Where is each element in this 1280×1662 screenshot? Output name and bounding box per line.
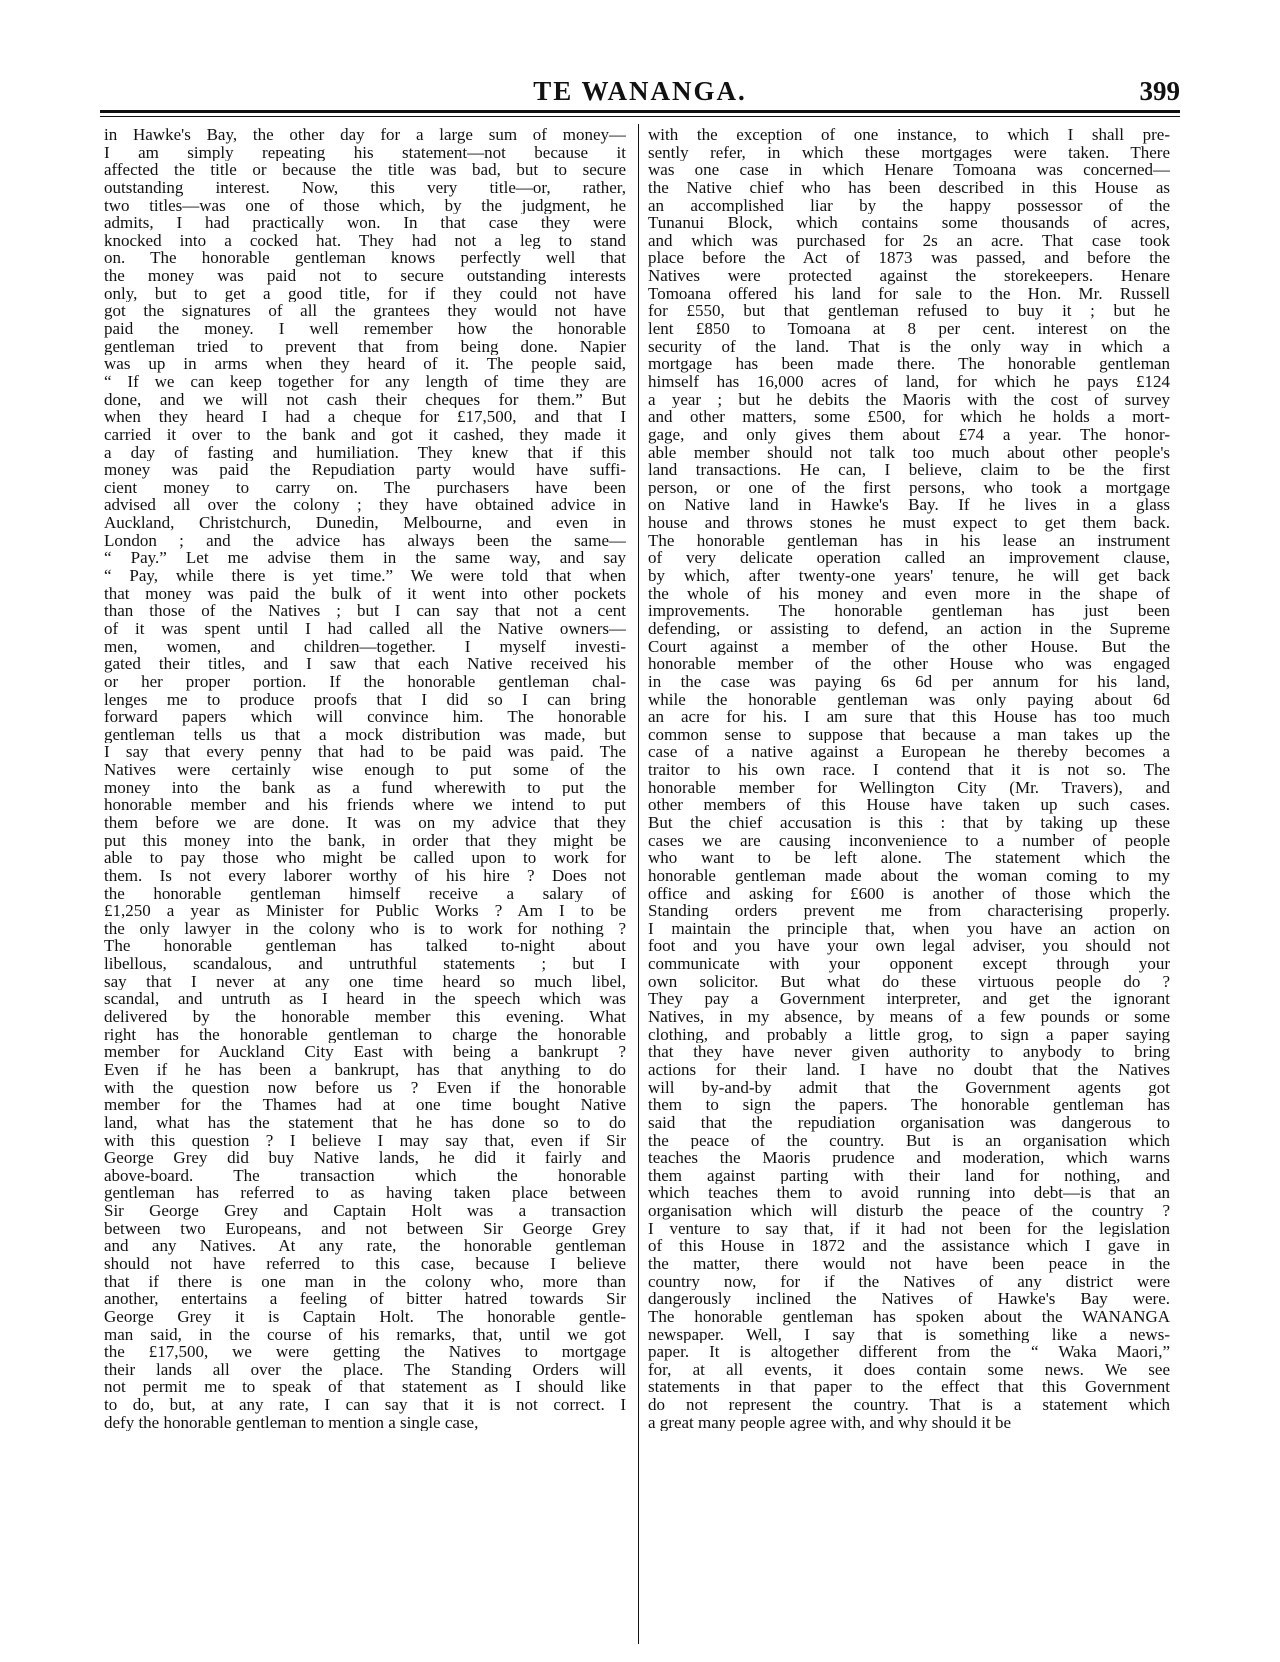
text-line: put this money into the bank, in order that they might be [104, 831, 626, 850]
text-line: say that I never at any one time heard so much libel, [104, 972, 626, 991]
text-line: the £17,500, we were getting the Natives to mortgage [104, 1343, 626, 1361]
text-line: Natives were certainly wise enough to put some of the [104, 761, 626, 779]
text-line: on Native land in Hawke's Bay. If he lives in a glass [648, 496, 1170, 515]
text-line: two titles—was one of those which, by the judgment, he [104, 196, 626, 215]
text-line: foot and you have your own legal adviser, you should not [648, 937, 1170, 956]
text-line: paid the money. I well remember how the honorable [104, 320, 626, 338]
text-line: got the signatures of all the grantees they would not have [104, 302, 626, 321]
text-line: the money was paid not to secure outstanding interests [104, 267, 626, 285]
text-line: them against parting with their land for nothing, and [648, 1166, 1170, 1185]
text-line: traitor to his own race. I contend that it is not so. The [648, 761, 1170, 779]
text-line: another, entertains a feeling of bitter hatred towards Sir [104, 1290, 626, 1308]
text-line: knocked into a cocked hat. They had not a leg to stand [104, 231, 626, 250]
text-line: when they heard I had a cheque for £17,500, and that I [104, 408, 626, 426]
text-line: Natives were protected against the storekeepers. Henare [648, 267, 1170, 285]
text-line: able to pay those who might be called upon to work for [104, 849, 626, 867]
text-line: lent £850 to Tomoana at 8 per cent. interest on the [648, 320, 1170, 338]
text-line: honorable member for Wellington City (Mr. Travers), and [648, 778, 1170, 797]
text-column-left [104, 126, 626, 1638]
text-line: was up in arms when they heard of it. The people said, [104, 355, 626, 373]
text-line: Court against a member of the other House. But the [648, 637, 1170, 656]
text-line: money into the bank as a fund wherewith to put the [104, 778, 626, 797]
text-line: George Grey it is Captain Holt. The honorable gentle- [104, 1307, 626, 1326]
text-line: of this House in 1872 and the assistance which I gave in [648, 1237, 1170, 1255]
text-line: the peace of the country. But is an organisation which [648, 1131, 1170, 1150]
text-line: able member should not talk too much about other people's [648, 443, 1170, 462]
text-line: money was paid the Repudiation party would have suffi- [104, 461, 626, 479]
text-line: the whole of his money and even more in the shape of [648, 584, 1170, 603]
text-line: and which was purchased for 2s an acre. That case took [648, 231, 1170, 250]
text-line: dangerously inclined the Natives of Hawke's Bay were. [648, 1290, 1170, 1308]
text-line: “ If we can keep together for any length of time they are [104, 372, 626, 391]
text-line: forward papers which will convince him. The honorable [104, 708, 626, 726]
text-line: advised all over the colony ; they have obtained advice in [104, 496, 626, 515]
text-line: in Hawke's Bay, the other day for a large sum of money— [104, 126, 626, 144]
text-line: country now, for if the Natives of any district were [648, 1272, 1170, 1291]
text-line: for £550, but that gentleman refused to buy it ; but he [648, 302, 1170, 321]
text-line: place before the Act of 1873 was passed, and before the [648, 249, 1170, 268]
text-line: himself has 16,000 acres of land, for which he pays £124 [648, 372, 1170, 391]
text-line: above-board. The transaction which the honorable [104, 1166, 626, 1185]
text-line: an acre for his. I am sure that this House has too much [648, 708, 1170, 726]
text-line: that if there is one man in the colony who, more than [104, 1272, 626, 1291]
text-line: them to sign the papers. The honorable gentleman has [648, 1096, 1170, 1114]
text-line: other members of this House have taken up such cases. [648, 796, 1170, 814]
text-line: affected the title or because the title was bad, but to secure [104, 161, 626, 179]
text-line: house and throws stones he must expect to get them back. [648, 514, 1170, 532]
text-line: delivered by the honorable member this evening. What [104, 1008, 626, 1026]
text-line: Natives, in my absence, by means of a few pounds or some [648, 1008, 1170, 1026]
text-line: who want to be left alone. The statement which the [648, 849, 1170, 867]
text-line: should not have referred to this case, because I believe [104, 1255, 626, 1273]
header-rule-thick [100, 110, 1180, 113]
text-line: only, but to get a good title, for if they could not have [104, 284, 626, 303]
text-line: a day of fasting and humiliation. They knew that if this [104, 443, 626, 462]
text-line: said that the repudiation organisation was dangerous to [648, 1113, 1170, 1132]
newspaper-title: TE WANANGA. [533, 76, 747, 106]
text-line: communicate with your opponent except through your [648, 955, 1170, 973]
text-line: mortgage has been made there. The honorable gentleman [648, 355, 1170, 373]
text-line: actions for their land. I have no doubt that the Natives [648, 1060, 1170, 1079]
text-line: honorable gentleman made about the woman coming to my [648, 866, 1170, 885]
text-line: gentleman tells us that a mock distribution was made, but [104, 725, 626, 744]
text-line: not permit me to speak of that statement as I should like [104, 1378, 626, 1397]
text-line: admits, I had practically won. In that case they were [104, 214, 626, 232]
header-rule-thin [100, 116, 1180, 117]
text-line: own solicitor. But what do these virtuous people do ? [648, 972, 1170, 991]
text-line: outstanding interest. Now, this very title—or, rather, [104, 178, 626, 197]
text-line: lenges me to produce proofs that I did so I can bring [104, 690, 626, 709]
text-line: I am simply repeating his statement—not because it [104, 143, 626, 162]
text-line: land, what has the statement that he has done so to do [104, 1113, 626, 1132]
text-line: man said, in the course of his remarks, that, until we got [104, 1325, 626, 1344]
text-line: Auckland, Christchurch, Dunedin, Melbourne, and even in [104, 514, 626, 532]
text-line: that they have never given authority to anybody to bring [648, 1043, 1170, 1061]
text-line: do not represent the country. That is a statement which [648, 1396, 1170, 1414]
text-line: gated their titles, and I saw that each Native received his [104, 655, 626, 673]
text-line: “ Pay.” Let me advise them in the same way, and say [104, 549, 626, 568]
text-line: newspaper. Well, I say that is something like a news- [648, 1325, 1170, 1344]
text-column-right [648, 126, 1170, 1638]
text-line: their lands all over the place. The Standing Orders will [104, 1360, 626, 1379]
text-line: and any Natives. At any rate, the honorable gentleman [104, 1237, 626, 1255]
text-line: than those of the Natives ; but I can say that not a cent [104, 602, 626, 620]
text-line: defy the honorable gentleman to mention a single case, [104, 1413, 479, 1432]
text-line: But the chief accusation is this : that by taking up these [648, 813, 1170, 832]
text-line: defending, or assisting to defend, an action in the Supreme [648, 619, 1170, 638]
text-line: the only lawyer in the colony who is to work for nothing ? [104, 919, 626, 938]
text-line: member for Auckland City East with being a bankrupt ? [104, 1043, 626, 1061]
page-number: 399 [1139, 76, 1180, 106]
text-line: the matter, there would not have been peace in the [648, 1255, 1170, 1273]
text-line: statements in that paper to the effect that this Government [648, 1378, 1170, 1397]
text-line: London ; and the advice has always been the same— [104, 531, 626, 550]
text-line: cases we are causing inconvenience to a number of people [648, 831, 1170, 850]
text-line: or her proper portion. If the honorable gentleman chal- [104, 672, 626, 691]
text-line: gentleman has referred to as having taken place between [104, 1184, 626, 1203]
text-line: will by-and-by admit that the Government agents got [648, 1078, 1170, 1097]
text-line: The honorable gentleman has in his lease an instrument [648, 531, 1170, 550]
text-line: Tunanui Block, which contains some thousands of acres, [648, 214, 1170, 232]
text-line: George Grey did buy Native lands, he did it fairly and [104, 1149, 626, 1167]
text-line: teaches the Maoris prudence and moderation, which warns [648, 1149, 1170, 1167]
text-line: that money was paid the bulk of it went into other pockets [104, 584, 626, 603]
text-line: honorable member of the other House who was engaged [648, 655, 1170, 673]
text-line: I maintain the principle that, when you have an action on [648, 919, 1170, 938]
text-line: carried it over to the bank and got it cashed, they made it [104, 425, 626, 444]
text-line: Sir George Grey and Captain Holt was a transaction [104, 1202, 626, 1220]
text-line: member for the Thames had at one time bought Native [104, 1096, 626, 1114]
text-line: was one case in which Henare Tomoana was concerned— [648, 161, 1170, 179]
text-line: them before we are done. It was on my advice that they [104, 813, 626, 832]
text-line: clothing, and probably a little grog, to sign a paper saying [648, 1025, 1170, 1044]
text-line: case of a native against a European he thereby becomes a [648, 743, 1170, 762]
text-line: and other matters, some £500, for which he holds a mort- [648, 408, 1170, 426]
text-line: done, and we will not cash their cheques for them.” But [104, 390, 626, 409]
text-line: paper. It is altogether different from the “ Waka Maori,” [648, 1343, 1170, 1361]
text-line: with the question now before us ? Even if the honorable [104, 1078, 626, 1097]
text-line: gentleman tried to prevent that from being done. Napier [104, 337, 626, 356]
text-line: common sense to suppose that because a man takes up the [648, 725, 1170, 744]
text-line: them. Is not every laborer worthy of his hire ? Does not [104, 866, 626, 885]
text-line: person, or one of the first persons, who took a mortgage [648, 478, 1170, 497]
text-line: £1,250 a year as Minister for Public Works ? Am I to be [104, 902, 626, 920]
text-line: the honorable gentleman himself receive a salary of [104, 884, 626, 903]
text-line: between two Europeans, and not between Sir George Grey [104, 1219, 626, 1238]
text-line: an accomplished liar by the happy possessor of the [648, 196, 1170, 215]
text-line: I say that every penny that had to be paid was paid. The [104, 743, 626, 762]
text-line: The honorable gentleman has talked to-night about [104, 937, 626, 956]
text-line: of it was spent until I had called all the Native owners— [104, 619, 626, 638]
text-line: sently refer, in which these mortgages were taken. There [648, 143, 1170, 162]
text-line: cient money to carry on. The purchasers have been [104, 478, 626, 497]
text-line: while the honorable gentleman was only paying about 6d [648, 690, 1170, 709]
text-line: which teaches them to avoid running into debt—is that an [648, 1184, 1170, 1203]
text-line: improvements. The honorable gentleman has just been [648, 602, 1170, 620]
text-line: in the case was paying 6s 6d per annum for his land, [648, 672, 1170, 691]
text-line: Tomoana offered his land for sale to the Hon. Mr. Russell [648, 284, 1170, 303]
text-line: The honorable gentleman has spoken about the WANANGA [648, 1307, 1170, 1326]
text-line: with the exception of one instance, to which I shall pre- [648, 126, 1170, 144]
text-line: gage, and only gives them about £74 a year. The honor- [648, 425, 1170, 444]
text-line: men, women, and children—together. I myself investi- [104, 637, 626, 656]
text-line: for, at all events, it does contain some news. We see [648, 1360, 1170, 1379]
text-line: “ Pay, while there is yet time.” We were told that when [104, 567, 626, 585]
text-line: Standing orders prevent me from characterising properly. [648, 902, 1170, 920]
text-line: scandal, and untruth as I heard in the speech which was [104, 990, 626, 1009]
text-line: the Native chief who has been described in this House as [648, 178, 1170, 197]
column-divider [638, 124, 639, 1644]
text-line: a great many people agree with, and why should it be [648, 1413, 1012, 1432]
text-line: on. The honorable gentleman knows perfectly well that [104, 249, 626, 268]
text-line: office and asking for £600 is another of those which the [648, 884, 1170, 903]
text-line: to do, but, at any rate, I can say that it is not correct. I [104, 1396, 626, 1414]
text-line: libellous, scandalous, and untruthful statements ; but I [104, 955, 626, 973]
text-line: land transactions. He can, I believe, claim to be the first [648, 461, 1170, 479]
text-line: They pay a Government interpreter, and get the ignorant [648, 990, 1170, 1009]
text-line: honorable member and his friends where we intend to put [104, 796, 626, 814]
text-line: right has the honorable gentleman to charge the honorable [104, 1025, 626, 1044]
text-line: of very delicate operation called an improvement clause, [648, 549, 1170, 568]
text-line: a year ; but he debits the Maoris with the cost of survey [648, 390, 1170, 409]
text-line: I venture to say that, if it had not been for the legislation [648, 1219, 1170, 1238]
text-line: Even if he has been a bankrupt, has that anything to do [104, 1060, 626, 1079]
text-line: by which, after twenty-one years' tenure, he will get back [648, 567, 1170, 585]
text-line: with this question ? I believe I may say that, even if Sir [104, 1131, 626, 1150]
text-line: security of the land. That is the only way in which a [648, 337, 1170, 356]
text-line: organisation which will disturb the peace of the country ? [648, 1202, 1170, 1220]
